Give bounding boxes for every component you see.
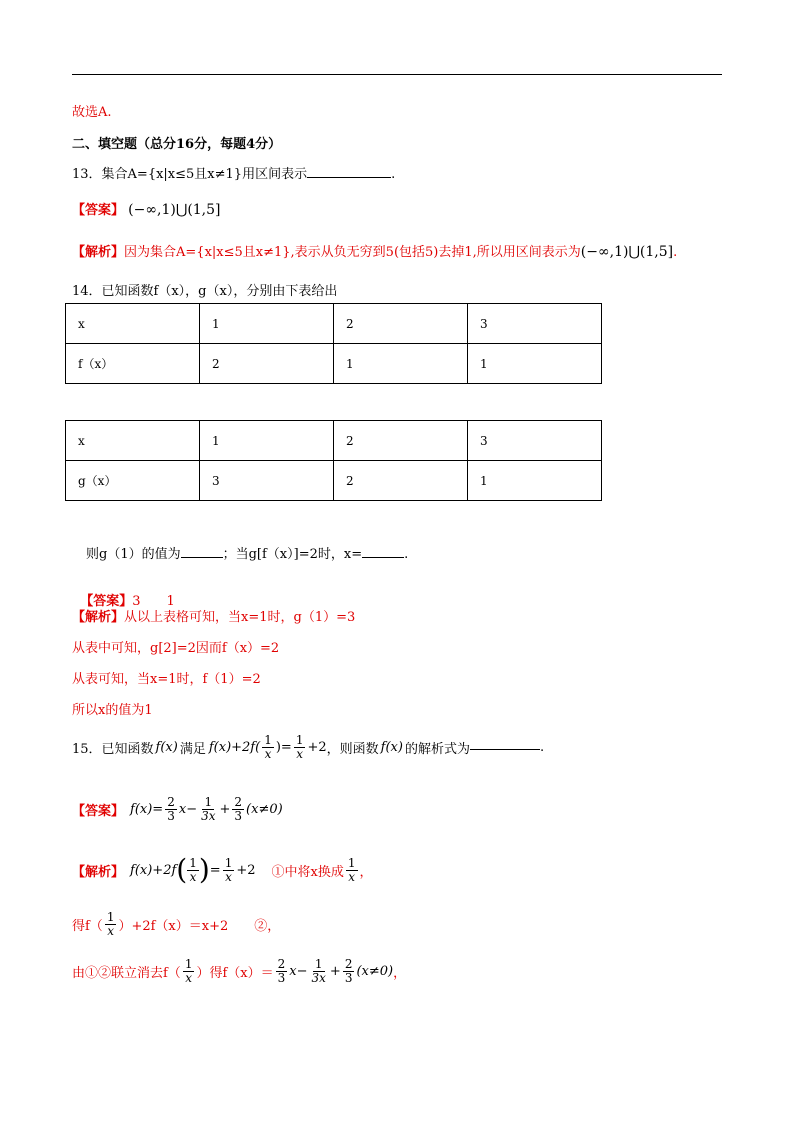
table-cell: 3	[468, 304, 602, 344]
frac-numerator: 1	[347, 855, 356, 870]
frac-numerator: 1	[264, 733, 272, 747]
q13-analysis	[72, 241, 677, 260]
q14-sub-part1: 则g（1）的值为	[86, 547, 181, 562]
frac-denominator: 3	[277, 970, 286, 985]
frac-numerator: 2	[234, 795, 243, 809]
a3-minus: −	[296, 963, 308, 979]
q15-frac-2	[294, 734, 306, 760]
a3-pre: 由①②联立消去f（	[72, 965, 181, 981]
q13-analysis-end: .	[673, 245, 678, 260]
table-cell: 2	[334, 304, 468, 344]
table-cell: 3	[468, 421, 602, 461]
q15-then: ，则函数	[326, 741, 379, 757]
q15-question	[72, 734, 544, 760]
q14-sub-end: .	[404, 547, 409, 562]
q13-analysis-value: (−∞,1)⋃(1,5]	[580, 244, 674, 260]
a1-frac-3	[346, 857, 358, 883]
q15-fx: f(x)	[155, 739, 178, 755]
q14-answer-tag: 【答案】	[80, 594, 133, 609]
q14-analysis-line-2: 从表中可知，g[2]=2因而f（x）=2	[72, 641, 280, 656]
q15-mid: 满足	[179, 741, 206, 757]
ans-minus: −	[186, 801, 198, 817]
table-cell: 1	[200, 421, 334, 461]
a3-cond: (x≠0)	[356, 963, 394, 979]
q15-end: .	[539, 739, 545, 755]
table-row	[66, 421, 602, 461]
frac-numerator: 1	[295, 733, 304, 747]
frac-numerator: 1	[224, 855, 233, 870]
frac-numerator: 1	[204, 795, 213, 809]
a3-plus: +	[329, 963, 341, 979]
a1-plus2: +2	[236, 862, 256, 878]
q14-analysis-tag: 【解析】	[72, 610, 125, 625]
q15-analysis-line-2	[72, 911, 280, 937]
frac-numerator: 1	[184, 957, 193, 971]
q13-answer	[72, 199, 221, 218]
ans-frac-b	[199, 796, 217, 822]
header-rule	[72, 74, 722, 75]
a1-lhs: f(x)+2f	[130, 862, 177, 878]
q13-answer-tag: 【答案】	[72, 203, 125, 218]
a2-frac	[105, 911, 117, 937]
q14-blank-2	[362, 557, 404, 558]
ans-cond: (x≠0)	[246, 801, 283, 817]
frac-denominator: 3	[344, 970, 353, 985]
q15-plus2: +2	[307, 739, 327, 755]
ans-frac-a	[165, 796, 177, 822]
q15-end-text: 的解析式为	[404, 741, 470, 757]
frac-numerator: 2	[277, 957, 286, 971]
a1-frac-2	[223, 857, 235, 883]
q13-question-end: .	[391, 167, 396, 182]
q15-eq-close: )=	[275, 739, 292, 755]
q15-analysis-line-1	[72, 853, 373, 886]
q15-analysis-line-3	[72, 958, 406, 984]
frac-numerator: 1	[106, 910, 115, 924]
q15-eq-lhs: f(x)+2f(	[208, 739, 261, 755]
left-paren: (	[176, 853, 188, 886]
frac-denominator: 3x	[201, 808, 216, 823]
q15-answer-tag: 【答案】	[72, 803, 125, 819]
a3-frac-c	[343, 958, 355, 984]
table-f	[65, 303, 602, 384]
table-row	[66, 304, 602, 344]
table-cell: 1	[334, 344, 468, 384]
frac-numerator: 1	[314, 957, 323, 971]
a1-comma: ，	[359, 864, 373, 880]
q14-analysis-text: 从以上表格可知，当x=1时，g（1）=3	[124, 610, 356, 625]
table-cell: x	[66, 421, 200, 461]
q14-analysis-line-3: 从表可知，当x=1时，f（1）=2	[72, 672, 261, 687]
q13-question	[72, 163, 395, 182]
a3-x: x	[289, 963, 297, 979]
frac-denominator: x	[107, 923, 115, 938]
q13-question-text: 13．集合A={x|x≤5且x≠1}用区间表示	[72, 167, 308, 182]
table-cell: f（x）	[66, 344, 200, 384]
ans-x: x	[178, 801, 187, 817]
frac-denominator: 3	[234, 808, 243, 823]
a1-text: ①中将x换成	[271, 864, 344, 880]
frac-denominator: x	[296, 746, 304, 761]
table-cell: 1	[468, 461, 602, 501]
a3-mid: ）得f（x）＝	[196, 965, 274, 981]
table-cell: 3	[200, 461, 334, 501]
q13-answer-blank	[307, 177, 391, 178]
a2-post: ）+2f（x）＝x+2 ②，	[118, 918, 281, 934]
table-cell: 2	[334, 461, 468, 501]
q14-question: 14．已知函数f（x），g（x），分别由下表给出	[72, 284, 338, 299]
q14-analysis-line-4: 所以x的值为1	[72, 703, 153, 718]
q15-frac-1	[262, 734, 274, 760]
q13-analysis-tag: 【解析】	[72, 245, 125, 260]
q15-answer	[72, 796, 283, 822]
right-paren: )	[198, 853, 210, 886]
q14-answer	[72, 575, 175, 609]
a1-frac-1	[187, 857, 199, 883]
section-title: 二、填空题（总分16分，每题4分）	[72, 137, 282, 152]
q15-ans-fx: f(x)=	[130, 801, 164, 817]
ans-plus: +	[219, 801, 231, 817]
table-row	[66, 461, 602, 501]
table-row	[66, 344, 602, 384]
frac-numerator: 2	[167, 795, 175, 809]
table-cell: x	[66, 304, 200, 344]
table-cell: 1	[200, 304, 334, 344]
a3-end: ，	[393, 965, 407, 981]
frac-denominator: x	[185, 970, 193, 985]
table-cell: 2	[200, 344, 334, 384]
table-cell: 2	[334, 421, 468, 461]
table-cell: 1	[468, 344, 602, 384]
q13-answer-value: (−∞,1)⋃(1,5]	[128, 202, 221, 218]
q14-blank-1	[181, 557, 223, 558]
q15-analysis-tag: 【解析】	[72, 864, 125, 880]
frac-denominator: x	[348, 869, 356, 884]
frac-denominator: 3x	[311, 970, 326, 985]
prev-conclusion: 故选A.	[72, 105, 112, 120]
a3-frac-b	[310, 958, 328, 984]
frac-denominator: 3	[167, 808, 175, 823]
frac-numerator: 1	[189, 855, 197, 870]
ans-frac-c	[232, 796, 244, 822]
table-cell: g（x）	[66, 461, 200, 501]
a2-pre: 得f（	[72, 918, 103, 934]
q14-analysis-line-1	[72, 606, 355, 625]
frac-denominator: x	[264, 746, 272, 761]
a1-eq: =	[209, 862, 221, 878]
frac-denominator: x	[189, 869, 197, 884]
frac-denominator: x	[225, 869, 232, 884]
q14-subquestion	[86, 543, 408, 562]
q15-fx-2: f(x)	[380, 739, 403, 755]
frac-numerator: 2	[344, 957, 353, 971]
q14-sub-part2: ；当g[f（x）]=2时，x=	[222, 547, 363, 562]
table-g	[65, 420, 602, 501]
q14-answer-value: 3 1	[132, 594, 175, 609]
q15-prefix: 15．已知函数	[72, 741, 154, 757]
a3-frac-a	[276, 958, 288, 984]
a3-frac-x	[183, 958, 195, 984]
q13-analysis-text: 因为集合A={x|x≤5且x≠1},表示从负无穷到5(包括5)去掉1,所以用区间表示为	[124, 245, 581, 260]
q15-answer-blank	[470, 749, 540, 750]
